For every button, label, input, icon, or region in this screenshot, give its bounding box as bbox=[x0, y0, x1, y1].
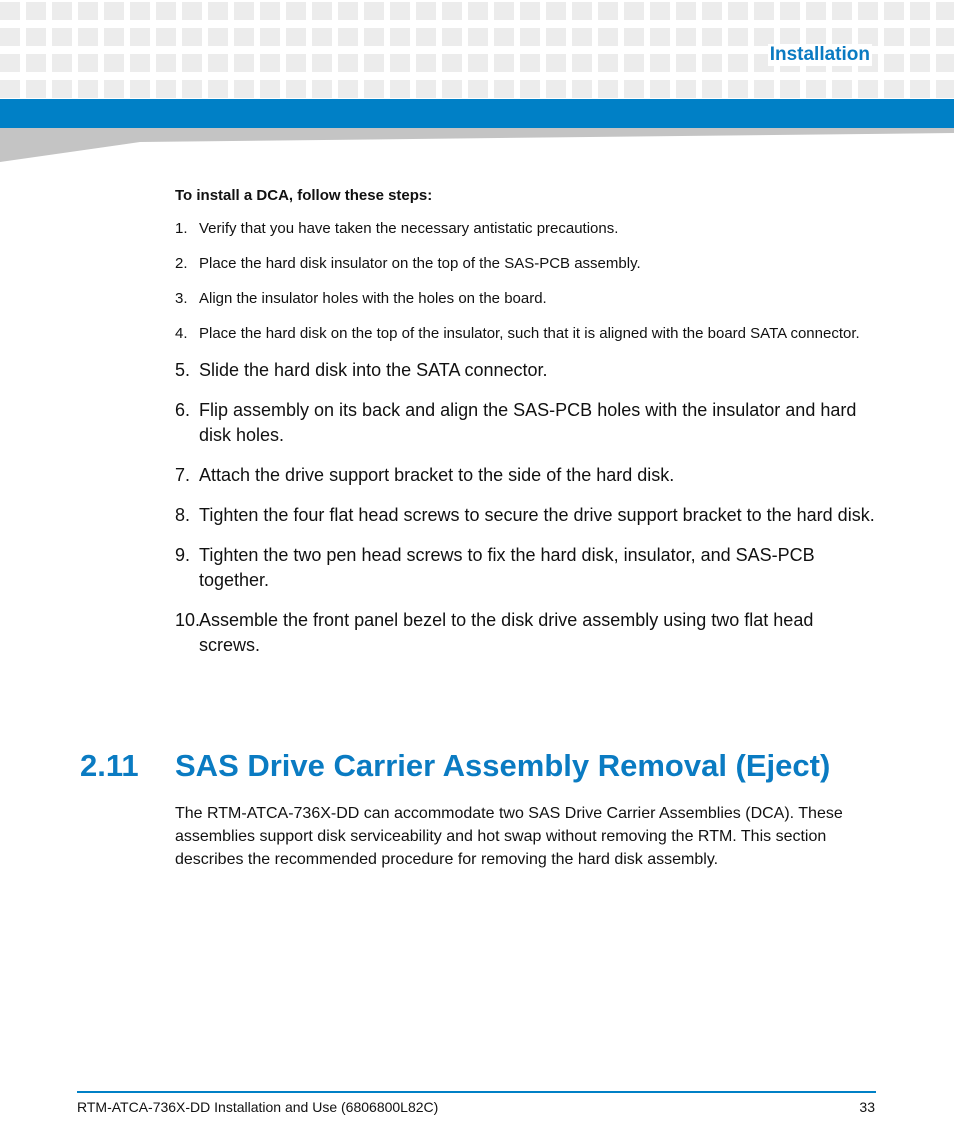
step-item bbox=[175, 543, 875, 593]
header-blue-bar bbox=[0, 99, 954, 128]
steps-intro: To install a DCA, follow these steps: bbox=[175, 187, 433, 204]
step-text: Slide the hard disk into the SATA connector. bbox=[199, 360, 548, 380]
step-item bbox=[175, 463, 875, 488]
step-item bbox=[175, 608, 875, 658]
footer-divider bbox=[77, 1091, 876, 1093]
page-number: 33 bbox=[859, 1099, 875, 1115]
step-number: 9. bbox=[175, 545, 191, 565]
step-number: 1. bbox=[175, 220, 188, 237]
section-title-text: SAS Drive Carrier Assembly Removal (Eject) bbox=[175, 748, 831, 783]
step-item bbox=[175, 323, 875, 344]
step-text: Verify that you have taken the necessary antistatic precautions. bbox=[199, 220, 619, 237]
step-text: Assemble the front panel bezel to the disk drive assembly using two flat head screws. bbox=[199, 610, 814, 655]
section-number: 2.11 bbox=[80, 748, 139, 783]
step-text: Align the insulator holes with the holes on the board. bbox=[199, 290, 547, 307]
section-paragraph: The RTM-ATCA-736X-DD can accommodate two SAS Drive Carrier Assemblies (DCA). These assemblies support disk serviceability and hot swap without removing the RTM. This section describes the recommended procedure for removing the hard disk assembly. bbox=[175, 805, 843, 868]
step-item bbox=[175, 358, 875, 383]
step-text: Flip assembly on its back and align the SAS-PCB holes with the insulator and hard disk holes. bbox=[199, 400, 857, 445]
step-number: 2. bbox=[175, 255, 188, 272]
step-number: 3. bbox=[175, 290, 188, 307]
step-item bbox=[175, 218, 875, 239]
header-gray-swoosh bbox=[0, 128, 954, 164]
step-number: 10. bbox=[175, 610, 201, 630]
step-number: 7. bbox=[175, 465, 191, 485]
steps-list-large bbox=[175, 358, 875, 658]
step-number: 8. bbox=[175, 505, 191, 525]
chapter-label: Installation bbox=[769, 44, 870, 65]
step-text: Tighten the two pen head screws to fix the hard disk, insulator, and SAS-PCB together. bbox=[199, 545, 815, 590]
step-item bbox=[175, 398, 875, 448]
step-text: Place the hard disk on the top of the insulator, such that it is aligned with the board SATA connector. bbox=[199, 325, 860, 342]
step-number: 6. bbox=[175, 400, 191, 420]
section-heading bbox=[80, 748, 830, 784]
install-steps-section bbox=[175, 186, 875, 673]
step-number: 5. bbox=[175, 360, 191, 380]
step-text: Tighten the four flat head screws to secure the drive support bracket to the hard disk. bbox=[199, 505, 875, 525]
steps-list-small bbox=[175, 218, 875, 344]
step-item bbox=[175, 288, 875, 309]
step-text: Attach the drive support bracket to the side of the hard disk. bbox=[199, 465, 675, 485]
footer-document-title: RTM-ATCA-736X-DD Installation and Use (6806800L82C) bbox=[77, 1099, 439, 1115]
step-text: Place the hard disk insulator on the top of the SAS-PCB assembly. bbox=[199, 255, 641, 272]
step-item bbox=[175, 253, 875, 274]
step-number: 4. bbox=[175, 325, 188, 342]
step-item bbox=[175, 503, 875, 528]
